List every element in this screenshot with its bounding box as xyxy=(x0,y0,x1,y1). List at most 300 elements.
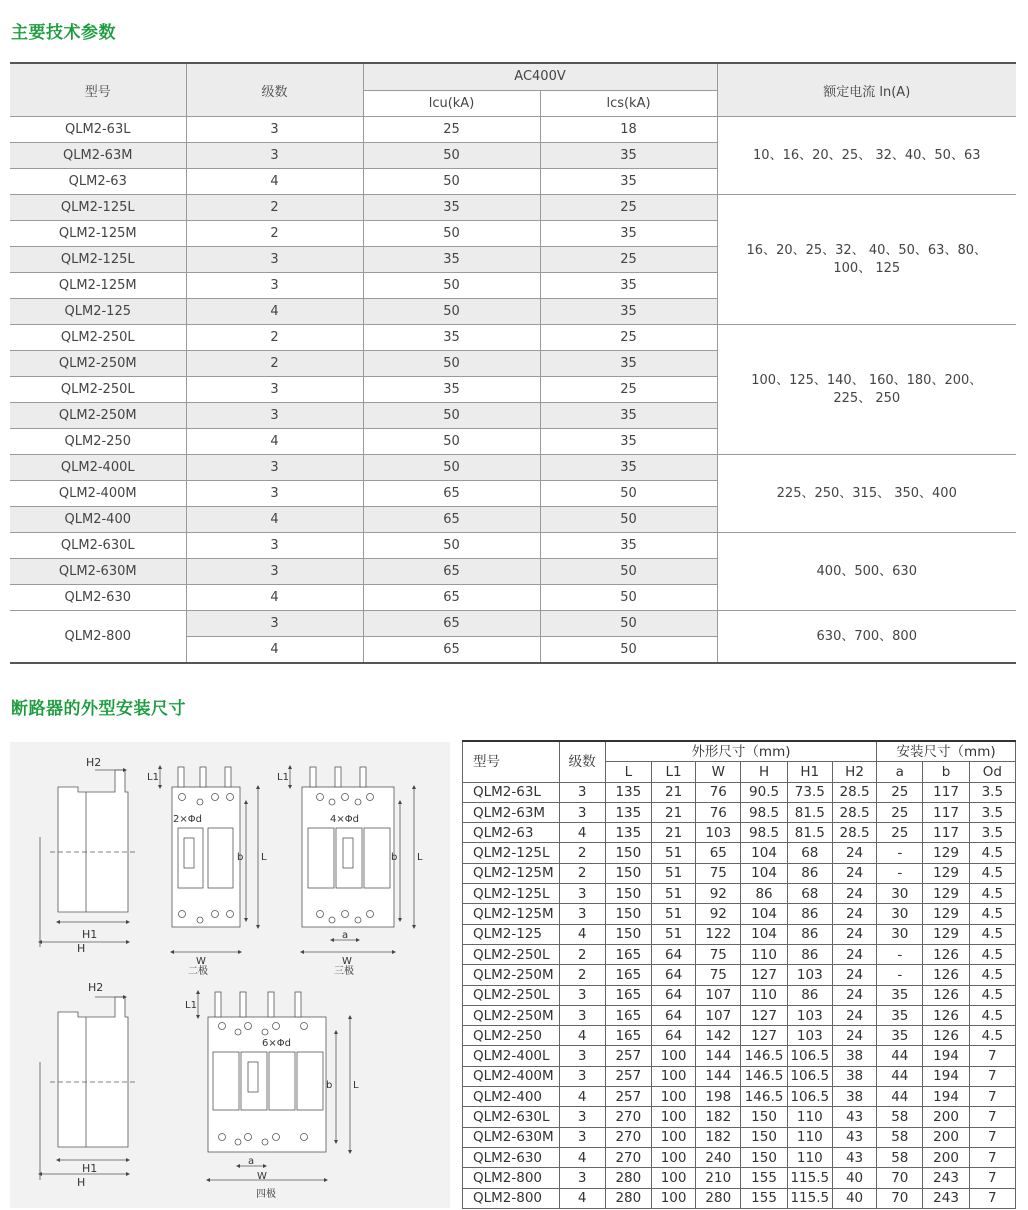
dim-cell: 3 xyxy=(559,1107,605,1127)
dim-cell: 150 xyxy=(605,924,651,944)
dim-cell: 4.5 xyxy=(969,965,1015,985)
dim-row xyxy=(463,1026,1016,1046)
col-header-icu: lcu(kA) xyxy=(363,90,540,117)
dim-cell: 104 xyxy=(741,924,787,944)
dim-cell: 106.5 xyxy=(787,1087,832,1107)
dim-cell: 117 xyxy=(923,782,969,802)
dim-cell: 150 xyxy=(605,884,651,904)
cell-poles: 4 xyxy=(186,429,363,455)
col-header-poles: 级数 xyxy=(186,63,363,117)
dim-cell: 81.5 xyxy=(787,802,832,822)
dim-cell: 4 xyxy=(559,1087,605,1107)
label-l1-two: L1 xyxy=(147,772,159,783)
dim-cell: 4.5 xyxy=(969,1005,1015,1025)
dim-cell: 28.5 xyxy=(832,782,876,802)
label-l-three: L xyxy=(417,852,423,863)
dim-cell: 21 xyxy=(651,823,695,843)
cell-poles: 2 xyxy=(186,351,363,377)
dim-cell-model: QLM2-250M xyxy=(463,1005,560,1025)
cell-model: QLM2-630 xyxy=(10,585,186,611)
dim-cell: 64 xyxy=(651,1026,695,1046)
cell-poles: 2 xyxy=(186,195,363,221)
label-holes-three: 4×Φd xyxy=(330,814,359,825)
dim-cell-model: QLM2-250L xyxy=(463,944,560,964)
dim-cell: 24 xyxy=(832,884,876,904)
dim-cell: 194 xyxy=(923,1046,969,1066)
dim-cell: 165 xyxy=(605,985,651,1005)
dim-cell: - xyxy=(877,965,923,985)
dim-cell: 24 xyxy=(832,965,876,985)
dim-cell: 4.5 xyxy=(969,1026,1015,1046)
cell-poles: 4 xyxy=(186,637,363,664)
dim-cell: 126 xyxy=(923,965,969,985)
dim-cell: 7 xyxy=(969,1127,1015,1147)
dim-cell-model: QLM2-400M xyxy=(463,1066,560,1086)
dim-cell: - xyxy=(877,944,923,964)
dim-header-mount: 安装尺寸（mm) xyxy=(877,741,1016,762)
dim-cell-model: QLM2-250 xyxy=(463,1026,560,1046)
dim-header-model: 型号 xyxy=(463,741,560,782)
dim-subheader: L xyxy=(605,762,651,782)
dim-cell: 100 xyxy=(651,1066,695,1086)
dim-cell: 51 xyxy=(651,884,695,904)
dim-cell: 30 xyxy=(877,904,923,924)
dim-cell: 40 xyxy=(832,1168,876,1188)
dim-cell: 28.5 xyxy=(832,802,876,822)
cell-poles: 2 xyxy=(186,221,363,247)
dim-cell: 257 xyxy=(605,1066,651,1086)
dim-cell: 150 xyxy=(741,1107,787,1127)
dim-cell: 24 xyxy=(832,1005,876,1025)
dim-cell: 4 xyxy=(559,823,605,843)
cell-ics: 25 xyxy=(540,325,717,351)
dim-cell: 25 xyxy=(877,802,923,822)
dim-cell: 25 xyxy=(877,823,923,843)
dim-row xyxy=(463,1107,1016,1127)
dim-cell: 51 xyxy=(651,863,695,883)
dim-cell: 51 xyxy=(651,924,695,944)
dim-cell: 2 xyxy=(559,944,605,964)
dim-cell: 7 xyxy=(969,1168,1015,1188)
label-h2-bottom: H2 xyxy=(88,981,104,994)
dim-cell: 24 xyxy=(832,944,876,964)
dim-cell: 2 xyxy=(559,965,605,985)
dim-cell: 28.5 xyxy=(832,823,876,843)
dim-cell: 146.5 xyxy=(741,1066,787,1086)
dim-cell-model: QLM2-63M xyxy=(463,802,560,822)
dim-cell: 4.5 xyxy=(969,904,1015,924)
dim-cell: 155 xyxy=(741,1168,787,1188)
dim-cell: 4.5 xyxy=(969,843,1015,863)
cell-model: QLM2-63L xyxy=(10,117,186,143)
dim-cell: 44 xyxy=(877,1066,923,1086)
dim-cell: 21 xyxy=(651,802,695,822)
dim-cell: 270 xyxy=(605,1107,651,1127)
cell-icu: 50 xyxy=(363,455,540,481)
dim-cell: 75 xyxy=(696,944,741,964)
cell-model: QLM2-250L xyxy=(10,325,186,351)
dim-cell: 3 xyxy=(559,985,605,1005)
cell-ics: 25 xyxy=(540,247,717,273)
cell-poles: 3 xyxy=(186,559,363,585)
dim-cell: 24 xyxy=(832,863,876,883)
dim-cell: 257 xyxy=(605,1087,651,1107)
dim-cell-model: QLM2-125L xyxy=(463,884,560,904)
dim-header-poles: 级数 xyxy=(559,741,605,782)
dim-cell: 103 xyxy=(787,1005,832,1025)
dim-cell: 100 xyxy=(651,1107,695,1127)
dim-row xyxy=(463,1087,1016,1107)
dim-cell: 25 xyxy=(877,782,923,802)
dim-cell: 24 xyxy=(832,924,876,944)
cell-model: QLM2-630L xyxy=(10,533,186,559)
cell-poles: 3 xyxy=(186,377,363,403)
breaker-outline-drawings xyxy=(10,742,450,1208)
cell-rated-current: 100、125、140、 160、180、200、 225、 250 xyxy=(717,325,1016,455)
dim-cell: 4 xyxy=(559,1026,605,1046)
dim-cell: 3 xyxy=(559,904,605,924)
cell-rated-current: 225、250、315、 350、400 xyxy=(717,455,1016,533)
dim-row xyxy=(463,1066,1016,1086)
cell-rated-current: 630、700、800 xyxy=(717,611,1016,664)
cell-model: QLM2-250M xyxy=(10,351,186,377)
cell-icu: 65 xyxy=(363,637,540,664)
dim-cell: 126 xyxy=(923,985,969,1005)
dim-cell-model: QLM2-125L xyxy=(463,843,560,863)
dim-cell: 243 xyxy=(923,1168,969,1188)
dim-cell: 3 xyxy=(559,782,605,802)
dim-cell: 98.5 xyxy=(741,802,787,822)
dim-cell: 4.5 xyxy=(969,985,1015,1005)
dim-cell: 58 xyxy=(877,1107,923,1127)
dim-cell: 4 xyxy=(559,1147,605,1167)
cell-model: QLM2-630M xyxy=(10,559,186,585)
section-title-main-params: 主要技术参数 xyxy=(11,23,116,43)
spec-row xyxy=(10,117,1016,143)
dim-cell: 104 xyxy=(741,843,787,863)
cell-icu: 50 xyxy=(363,351,540,377)
cell-model: QLM2-125 xyxy=(10,299,186,325)
dim-row xyxy=(463,1005,1016,1025)
col-header-rated-current: 额定电流 ln(A) xyxy=(717,63,1016,117)
dim-cell: 86 xyxy=(787,944,832,964)
cell-model: QLM2-125M xyxy=(10,273,186,299)
dim-cell: 38 xyxy=(832,1066,876,1086)
col-header-ac400v: AC400V xyxy=(363,63,717,90)
dim-cell: 64 xyxy=(651,1005,695,1025)
cell-icu: 65 xyxy=(363,507,540,533)
dim-cell-model: QLM2-125M xyxy=(463,904,560,924)
dim-cell: 64 xyxy=(651,985,695,1005)
cell-icu: 65 xyxy=(363,585,540,611)
dim-cell: 68 xyxy=(787,884,832,904)
dim-cell: 150 xyxy=(605,863,651,883)
cell-model: QLM2-125M xyxy=(10,221,186,247)
dim-cell: 100 xyxy=(651,1147,695,1167)
dim-cell: 117 xyxy=(923,802,969,822)
dim-cell: 182 xyxy=(696,1127,741,1147)
cell-ics: 50 xyxy=(540,481,717,507)
dim-cell-model: QLM2-800 xyxy=(463,1188,560,1208)
dim-cell: 4.5 xyxy=(969,944,1015,964)
dim-row xyxy=(463,1127,1016,1147)
dim-cell: 103 xyxy=(787,1026,832,1046)
dim-cell: 107 xyxy=(696,1005,741,1025)
dim-cell: 150 xyxy=(741,1127,787,1147)
dim-subheader: H xyxy=(741,762,787,782)
dim-cell: 86 xyxy=(787,924,832,944)
dim-cell: 3 xyxy=(559,1066,605,1086)
cell-poles: 3 xyxy=(186,533,363,559)
label-four-pole: 四极 xyxy=(256,1189,276,1200)
dim-header-outline: 外形尺寸（mm) xyxy=(605,741,876,762)
dim-cell: 3.5 xyxy=(969,782,1015,802)
label-two-pole: 二极 xyxy=(188,966,208,977)
label-a-three: a xyxy=(342,930,349,941)
label-w-two: W xyxy=(196,956,206,967)
cell-poles: 3 xyxy=(186,273,363,299)
cell-icu: 50 xyxy=(363,429,540,455)
dim-cell: 4 xyxy=(559,1188,605,1208)
dim-cell: 76 xyxy=(696,782,741,802)
dim-cell: 43 xyxy=(832,1147,876,1167)
label-w-four: W xyxy=(257,1171,267,1182)
dim-cell: 44 xyxy=(877,1087,923,1107)
dim-cell: 3 xyxy=(559,802,605,822)
cell-poles: 4 xyxy=(186,585,363,611)
spec-row xyxy=(10,611,1016,637)
dim-cell: 106.5 xyxy=(787,1046,832,1066)
dim-cell: 35 xyxy=(877,1005,923,1025)
dim-cell: 73.5 xyxy=(787,782,832,802)
label-b-four: b xyxy=(326,1080,333,1091)
dim-cell-model: QLM2-250M xyxy=(463,965,560,985)
label-l-two: L xyxy=(261,852,267,863)
dim-cell: 200 xyxy=(923,1147,969,1167)
dim-cell: 3.5 xyxy=(969,823,1015,843)
cell-poles: 3 xyxy=(186,481,363,507)
cell-poles: 4 xyxy=(186,169,363,195)
cell-model: QLM2-250L xyxy=(10,377,186,403)
cell-model: QLM2-125L xyxy=(10,195,186,221)
dim-cell: 129 xyxy=(923,904,969,924)
dim-cell: 75 xyxy=(696,863,741,883)
spec-row xyxy=(10,325,1016,351)
cell-poles: 3 xyxy=(186,455,363,481)
dim-subheader: L1 xyxy=(651,762,695,782)
cell-icu: 50 xyxy=(363,533,540,559)
label-h-top: H xyxy=(77,942,86,955)
dim-cell: 150 xyxy=(605,904,651,924)
dim-cell-model: QLM2-125M xyxy=(463,863,560,883)
dim-cell: 144 xyxy=(696,1066,741,1086)
cell-ics: 35 xyxy=(540,221,717,247)
section-title-dimensions: 断路器的外型安装尺寸 xyxy=(11,699,186,719)
dim-cell: 150 xyxy=(605,843,651,863)
cell-icu: 50 xyxy=(363,273,540,299)
dim-cell: 38 xyxy=(832,1046,876,1066)
dim-cell: 51 xyxy=(651,904,695,924)
cell-ics: 35 xyxy=(540,299,717,325)
cell-icu: 35 xyxy=(363,247,540,273)
dim-cell: 110 xyxy=(787,1147,832,1167)
dim-row xyxy=(463,904,1016,924)
dim-cell: 24 xyxy=(832,985,876,1005)
label-holes-four: 6×Φd xyxy=(262,1038,291,1049)
dim-cell: 127 xyxy=(741,1005,787,1025)
dim-cell: 144 xyxy=(696,1046,741,1066)
dim-cell: 280 xyxy=(605,1188,651,1208)
dim-row xyxy=(463,843,1016,863)
cell-ics: 35 xyxy=(540,273,717,299)
dim-cell: 65 xyxy=(696,843,741,863)
label-l1-three: L1 xyxy=(277,772,289,783)
spec-row xyxy=(10,455,1016,481)
dim-cell: 3 xyxy=(559,884,605,904)
cell-poles: 3 xyxy=(186,143,363,169)
dim-cell: 110 xyxy=(741,985,787,1005)
dim-cell: 129 xyxy=(923,884,969,904)
cell-icu: 35 xyxy=(363,325,540,351)
cell-icu: 50 xyxy=(363,169,540,195)
cell-icu: 65 xyxy=(363,611,540,637)
dim-cell: 2 xyxy=(559,843,605,863)
dim-cell-model: QLM2-630 xyxy=(463,1147,560,1167)
dim-row xyxy=(463,782,1016,802)
dim-cell-model: QLM2-630L xyxy=(463,1107,560,1127)
dim-cell: 100 xyxy=(651,1188,695,1208)
dim-cell: 58 xyxy=(877,1127,923,1147)
dim-cell: 115.5 xyxy=(787,1188,832,1208)
dim-cell: 103 xyxy=(787,965,832,985)
dim-cell: 243 xyxy=(923,1188,969,1208)
cell-rated-current: 400、500、630 xyxy=(717,533,1016,611)
dim-cell: 129 xyxy=(923,863,969,883)
cell-icu: 50 xyxy=(363,221,540,247)
dim-cell: 182 xyxy=(696,1107,741,1127)
dim-row xyxy=(463,823,1016,843)
dim-cell: 7 xyxy=(969,1107,1015,1127)
dim-cell: 126 xyxy=(923,1026,969,1046)
cell-model: QLM2-250 xyxy=(10,429,186,455)
dim-cell: - xyxy=(877,863,923,883)
dim-cell: 127 xyxy=(741,1026,787,1046)
label-h-bottom: H xyxy=(77,1176,86,1189)
dim-row xyxy=(463,944,1016,964)
dim-cell: 127 xyxy=(741,965,787,985)
dim-cell: 7 xyxy=(969,1066,1015,1086)
dim-cell-model: QLM2-400 xyxy=(463,1087,560,1107)
dim-cell: 135 xyxy=(605,782,651,802)
dim-cell: - xyxy=(877,843,923,863)
dim-cell: 165 xyxy=(605,1005,651,1025)
dim-cell: 44 xyxy=(877,1046,923,1066)
dim-row xyxy=(463,884,1016,904)
dim-cell: 92 xyxy=(696,904,741,924)
dim-cell-model: QLM2-125 xyxy=(463,924,560,944)
dim-cell: 2 xyxy=(559,863,605,883)
dim-cell: 21 xyxy=(651,782,695,802)
cell-poles: 4 xyxy=(186,299,363,325)
dim-cell: 7 xyxy=(969,1087,1015,1107)
outline-drawing-svg xyxy=(10,742,450,1208)
dim-cell: 4.5 xyxy=(969,863,1015,883)
dim-cell: 43 xyxy=(832,1107,876,1127)
dim-cell: 51 xyxy=(651,843,695,863)
dim-cell: 104 xyxy=(741,863,787,883)
cell-model: QLM2-250M xyxy=(10,403,186,429)
dim-cell-model: QLM2-630M xyxy=(463,1127,560,1147)
dim-cell: 100 xyxy=(651,1046,695,1066)
cell-ics: 35 xyxy=(540,143,717,169)
cell-poles: 3 xyxy=(186,117,363,143)
dim-cell: 280 xyxy=(696,1188,741,1208)
dim-cell: 129 xyxy=(923,924,969,944)
dim-cell: 210 xyxy=(696,1168,741,1188)
dim-row xyxy=(463,1046,1016,1066)
dim-cell: 135 xyxy=(605,802,651,822)
dim-cell: 30 xyxy=(877,884,923,904)
dim-cell: 110 xyxy=(787,1127,832,1147)
cell-model: QLM2-63M xyxy=(10,143,186,169)
dim-row xyxy=(463,924,1016,944)
dim-cell: 90.5 xyxy=(741,782,787,802)
dim-cell: 35 xyxy=(877,985,923,1005)
label-h2-top: H2 xyxy=(86,756,102,769)
dim-cell: 150 xyxy=(741,1147,787,1167)
cell-ics: 50 xyxy=(540,585,717,611)
cell-ics: 50 xyxy=(540,611,717,637)
side-view-top xyxy=(40,770,135,947)
dim-subheader: a xyxy=(877,762,923,782)
dim-subheader: Od xyxy=(969,762,1015,782)
cell-model: QLM2-400 xyxy=(10,507,186,533)
cell-rated-current: 10、16、20、25、 32、40、50、63 xyxy=(717,117,1016,195)
dim-row xyxy=(463,802,1016,822)
dim-cell: 24 xyxy=(832,1026,876,1046)
dim-cell: 7 xyxy=(969,1147,1015,1167)
dim-cell: 7 xyxy=(969,1188,1015,1208)
cell-ics: 50 xyxy=(540,559,717,585)
cell-ics: 35 xyxy=(540,169,717,195)
cell-icu: 25 xyxy=(363,117,540,143)
dim-cell: 86 xyxy=(787,863,832,883)
dim-cell: 86 xyxy=(741,884,787,904)
col-header-ics: lcs(kA) xyxy=(540,90,717,117)
col-header-model: 型号 xyxy=(10,63,186,117)
dim-cell: 98.5 xyxy=(741,823,787,843)
dimension-table xyxy=(462,740,1016,1209)
dim-cell: 240 xyxy=(696,1147,741,1167)
dim-cell: 165 xyxy=(605,944,651,964)
cell-model: QLM2-400M xyxy=(10,481,186,507)
cell-icu: 50 xyxy=(363,143,540,169)
dim-cell-model: QLM2-250L xyxy=(463,985,560,1005)
dim-cell: 24 xyxy=(832,843,876,863)
dim-row xyxy=(463,985,1016,1005)
side-view-bottom xyxy=(40,997,135,1180)
dim-row xyxy=(463,1147,1016,1167)
dim-cell: 3 xyxy=(559,1046,605,1066)
dim-subheader: H1 xyxy=(787,762,832,782)
label-w-three: W xyxy=(342,956,352,967)
main-params-table xyxy=(10,62,1016,664)
dim-cell: 30 xyxy=(877,924,923,944)
dim-cell: 40 xyxy=(832,1188,876,1208)
cell-poles: 2 xyxy=(186,325,363,351)
cell-ics: 35 xyxy=(540,351,717,377)
dim-cell: 92 xyxy=(696,884,741,904)
